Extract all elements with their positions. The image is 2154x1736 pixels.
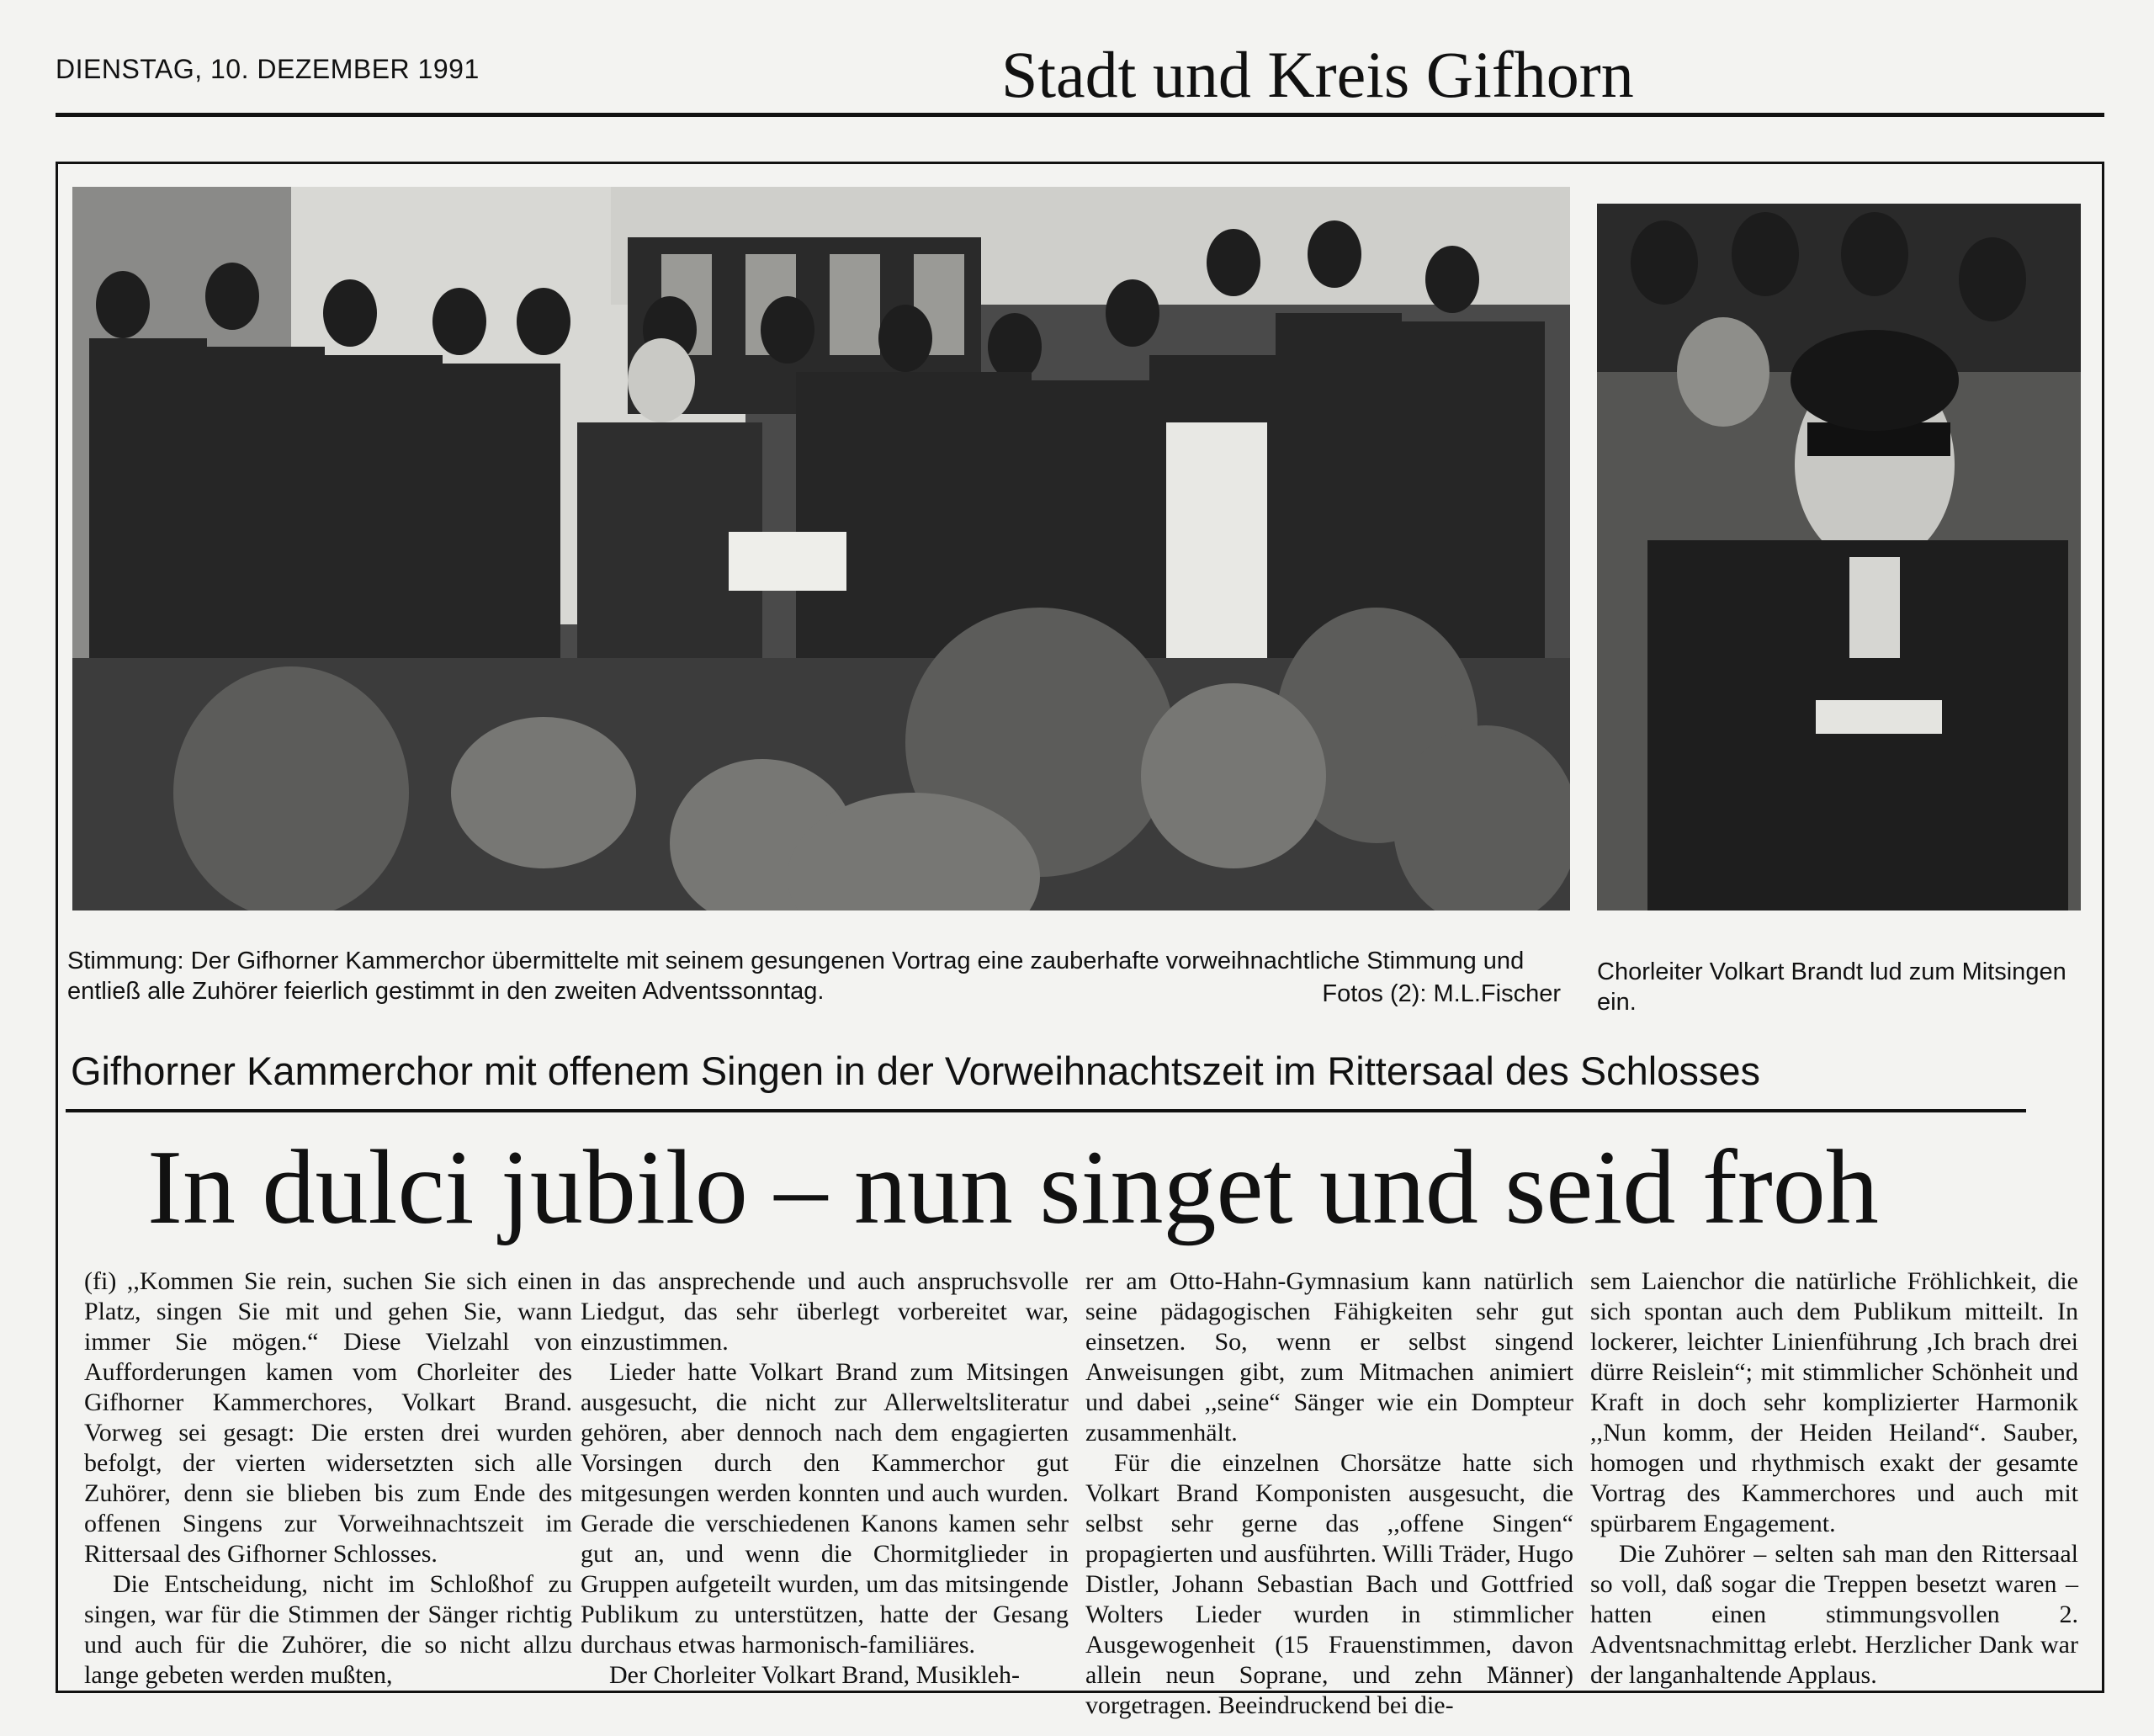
conductor-photo [1597,204,2081,910]
paragraph: Für die einzelnen Chorsätze hatte sich Volkart Brand Komponisten ausgesucht, die selbst sehr gerne das ,,offene Singen“ propagierten und ausführten. Willi Träder, Hugo Distler, Johann Sebastian Bach und Gottfried Wolters Lieder wurden in stimmlicher Ausgewogenheit (15 Frauenstimmen, davon allein neun Soprane, und zehn Männer) vorgetragen. Beeindruckend bei die- [1085,1449,1573,1719]
article-column-2 [581,1266,1069,1691]
article-column-1 [84,1266,572,1691]
paragraph: Die Entscheidung, nicht im Schloßhof zu singen, war für die Stimmen der Sänger richtig und auch für die Zuhörer, die so nicht allzu lange gebeten werden mußten, [84,1570,572,1689]
section-title: Stadt und Kreis Gifhorn [1001,38,1634,111]
header-rule [56,113,2104,117]
paragraph: (fi) ,,Kommen Sie rein, suchen Sie sich einen Platz, singen Sie mit und gehen Sie, wann immer Sie mögen.“ Diese Vielzahl von Aufforderungen kamen vom Chorleiter des Gifhorner Kammerchores, Volkart Brand. Vorweg sei gesagt: Die ersten drei wurden befolgt, der vierten widersetzten sich alle Zuhörer, denn sie blieben bis zum Ende des offenen Singens zur Vorweihnachtszeit im Rittersaal des Gifhorner Schlosses. [84,1267,572,1568]
article-headline: In dulci jubilo – nun singet und seid froh [147,1129,1879,1246]
article-column-3 [1085,1266,1573,1721]
paragraph: rer am Otto-Hahn-Gymnasium kann natürlich seine pädagogischen Fähigkeiten sehr gut einsetzen. So, wenn er selbst singend Anweisungen gibt, zum Mitmachen animiert und dabei ,,seine“ Sänger wie ein Dompteur zusammenhält. [1085,1267,1573,1447]
article-column-4 [1590,1266,2078,1691]
issue-date: DIENSTAG, 10. DEZEMBER 1991 [56,54,480,84]
paragraph: Die Zuhörer – selten sah man den Rittersaal so voll, daß sogar die Treppen besetzt waren – hatten einen stimmungsvollen 2. Adventsnachmittag erlebt. Herzlicher Dank war der langanhaltende Applaus. [1590,1540,2078,1689]
main-photo-caption: Stimmung: Der Gifhorner Kammerchor übermittelte mit seinem gesungenen Vortrag eine zauberhafte vorweihnachtliche Stimmung und entließ alle Zuhörer feierlich gestimmt in den zweiten Adventssonntag. [67,948,1525,1005]
conductor-photo-graphic [1597,204,2081,910]
kicker-rule [66,1109,2026,1112]
article-kicker: Gifhorner Kammerchor mit offenem Singen in der Vorweihnachtszeit im Rittersaal des Schlosses [71,1049,1760,1093]
side-photo-caption: Chorleiter Volkart Brandt lud zum Mitsingen ein. [1597,958,2066,1016]
photo-credit: Fotos (2): M.L.Fischer [1322,980,1561,1007]
paragraph: Lieder hatte Volkart Brand zum Mitsingen ausgesucht, die nicht zur Allerweltsliteratur gehören, aber dennoch nach dem engagierten Vorsingen durch den Kammerchor gut mitgesungen werden konnten und auch wurden. Gerade die verschiedenen Kanons kamen sehr gut an, und wenn die Chormitglieder in Gruppen aufgeteilt wurden, um das mitsingende Publikum zu unterstützen, hatte der Gesang durchaus etwas harmonisch-familiäres. [581,1358,1069,1659]
choir-photo [72,187,1570,910]
paragraph: sem Laienchor die natürliche Fröhlichkeit, die sich spontan auch dem Publikum mitteilt. In lockerer, leichter Linienführung ,Ich brach drei dürre Reislein“; mit stimmlicher Schönheit und Kraft in doch sehr komplizierter Harmonik ,,Nun komm, der Heiden Heiland“. Sauber, homogen und rhythmisch exakt der gesamte Vortrag des Kammerchores und auch mit spürbarem Engagement. [1590,1267,2078,1537]
choir-photo-graphic [72,187,1570,910]
paragraph: Der Chorleiter Volkart Brand, Musikleh- [609,1661,1020,1689]
paragraph: in das ansprechende und auch anspruchsvolle Liedgut, das sehr überlegt vorbereitet war, einzustimmen. [581,1267,1069,1356]
